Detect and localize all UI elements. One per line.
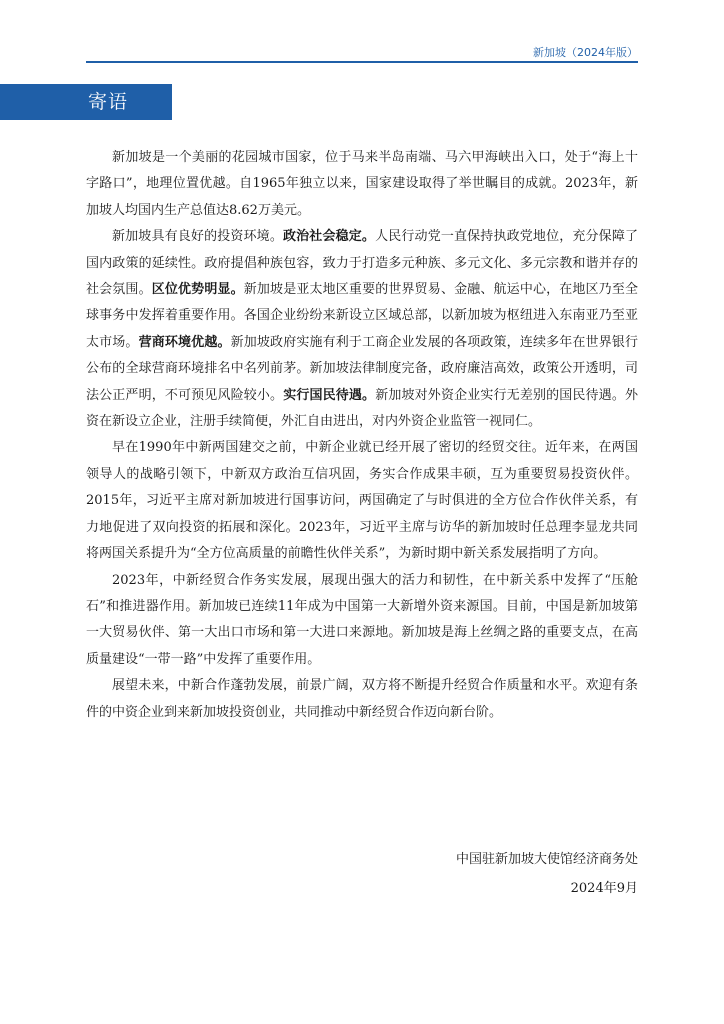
signature-date: 2024年9月 <box>570 881 638 896</box>
header-rule <box>86 61 638 63</box>
paragraph-intro: 新加坡是一个美丽的花园城市国家，位于马来半岛南端、马六甲海峡出入口，处于“海上十字路口”，地理位置优越。自1965年独立以来，国家建设取得了举世瞩目的成就。2023年，新加坡人均国内生产总值达8.62万美元。 <box>86 150 638 218</box>
highlight-location-advantage: 区位优势明显。 <box>151 282 244 298</box>
paragraph-trade-cooperation: 2023年，中新经贸合作务实发展，展现出强大的活力和韧性，在中新关系中发挥了“压舱石”和推进器作用。新加坡已连续11年成为中国第一大新增外资来源国。目前，中国是新加坡第一大贸易伙伴、第一大出口市场和第一大进口来源地。新加坡是海上丝绸之路的重要支点，在高质量建设“一带一路”中发挥了重要作用。 <box>86 572 638 667</box>
highlight-national-treatment: 实行国民待遇。 <box>283 387 376 403</box>
paragraph-investment-environment <box>86 224 638 435</box>
paragraph-text: 新加坡对外资企业实行无差别的国民待遇。外资在新设立企业，注册手续简便，外汇自由进出，对内外资企业监管一视同仁。 <box>86 387 638 430</box>
paragraph-text: 新加坡政府实施有利于工商企业发展的各项政策，连续多年在世界银行公布的全球营商环境排名中名列前茅。新加坡法律制度完备，政府廉洁高效，政策公开透明，司法公正严明，不可预见风险较小。 <box>86 334 638 403</box>
paragraph-text: 新加坡是亚太地区重要的世界贸易、金融、航运中心，在地区乃至全球事务中发挥着重要作用。各国企业纷纷来新设立区域总部，以新加坡为枢纽进入东南亚乃至亚太市场。 <box>86 282 638 350</box>
body-text <box>86 145 638 726</box>
section-title: 寄语 <box>0 84 172 120</box>
signature-organization: 中国驻新加坡大使馆经济商务处 <box>455 852 638 867</box>
paragraph-bilateral-relations: 早在1990年中新两国建交之前，中新企业就已经开展了密切的经贸交往。近年来，在两国领导人的战略引领下，中新双方政治互信巩固，务实合作成果丰硕，互为重要贸易投资伙伴。2015年，习近平主席对新加坡进行国事访问，两国确定了与时俱进的全方位合作伙伴关系，有力地促进了双向投资的拓展和深化。2023年，习近平主席与访华的新加坡时任总理李显龙共同将两国关系提升为“全方位高质量的前瞻性伙伴关系”，为新时期中新关系发展指明了方向。 <box>86 440 638 562</box>
paragraph-outlook: 展望未来，中新合作蓬勃发展，前景广阔，双方将不断提升经贸合作质量和水平。欢迎有条件的中资企业到来新加坡投资创业，共同推动中新经贸合作迈向新台阶。 <box>86 678 638 720</box>
highlight-political-stability: 政治社会稳定。 <box>283 229 376 245</box>
paragraph-text: 新加坡具有良好的投资环境。 <box>112 229 283 245</box>
running-header-title: 新加坡（2024年版） <box>533 46 638 59</box>
paragraph-text: 人民行动党一直保持执政党地位，充分保障了国内政策的延续性。政府提倡种族包容，致力于打造多元种族、多元文化、多元宗教和谐并存的社会氛围。 <box>86 229 638 298</box>
highlight-business-environment: 营商环境优越。 <box>138 334 231 350</box>
signature-block <box>456 845 638 903</box>
